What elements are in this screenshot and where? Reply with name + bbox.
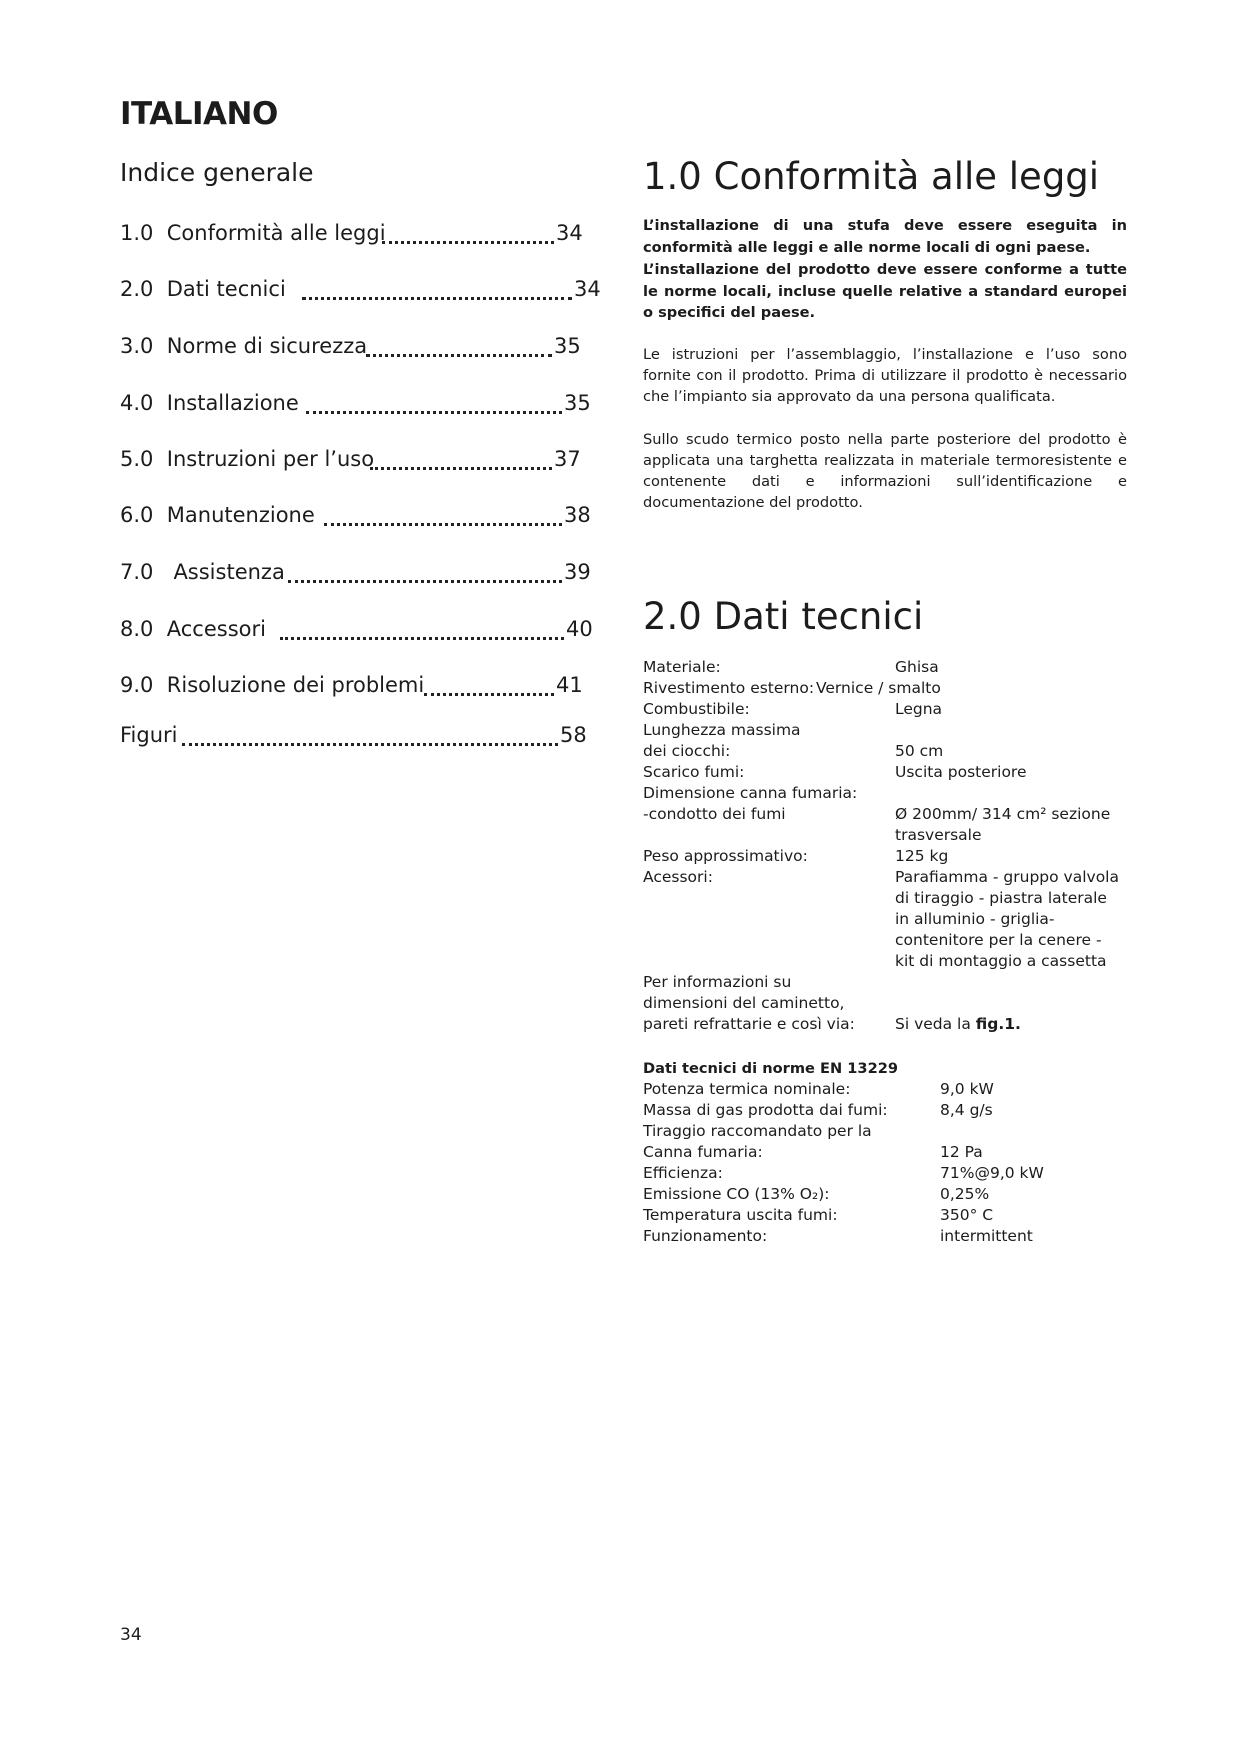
toc-item-label: Conformità alle leggi (166, 221, 386, 245)
toc-leader (302, 277, 572, 300)
section-2-title: 2.0 Dati tecnici (643, 595, 924, 638)
spec-key: Funzionamento: (643, 1227, 768, 1245)
page-number: 34 (120, 1625, 142, 1645)
toc-item-page: 41 (556, 673, 583, 697)
toc-item-num: 7.0 (120, 560, 154, 584)
toc-leader (382, 221, 554, 244)
spec-key: Materiale: (643, 658, 721, 676)
toc-item-num: 3.0 (120, 334, 154, 358)
en-spec-title: Dati tecnici di norme EN 13229 (643, 1060, 899, 1077)
toc-leader (182, 723, 558, 746)
toc-item-page: 40 (566, 617, 593, 641)
toc-leader (306, 391, 562, 414)
toc-item-label: Figuri (120, 723, 178, 747)
spec-value: 12 Pa (940, 1143, 983, 1161)
spec-value: Legna (895, 700, 943, 718)
spec-key: Lunghezza massima (643, 721, 801, 739)
spec-value: 50 cm (895, 742, 944, 760)
section-1-paragraph-2: Sullo scudo termico posto nella parte posteriore del prodotto è applicata una targhetta realizzata in materiale termoresistente e contenente dati e informazioni sull’identificazione e documentazione del prodotto. (643, 431, 1127, 511)
spec-key: Temperatura uscita fumi: (643, 1206, 838, 1224)
spec-key: Canna fumaria: (643, 1143, 763, 1161)
spec-key: Emissione CO (13% O₂): (643, 1185, 830, 1203)
spec-value (895, 1014, 1130, 1035)
section-1-bold-paragraph-1: L’installazione di una stufa deve essere eseguita in conformità alle leggi e alle norme locali di ogni paese. (643, 217, 1127, 256)
toc-item-page: 34 (574, 277, 601, 301)
toc-item-num: 2.0 (120, 277, 154, 301)
toc-item-page: 58 (560, 723, 587, 747)
toc-item-page: 35 (564, 391, 591, 415)
section-1-bold-paragraph-2: L’installazione del prodotto deve essere conforme a tutte le norme locali, incluse quelle relative a standard europei o specifici del paese. (643, 261, 1127, 321)
spec-value: 71%@9,0 kW (940, 1164, 1044, 1182)
toc-item-label: Assistenza (173, 560, 285, 584)
spec-key: Combustibile: (643, 700, 750, 718)
spec-key: Rivestimento esterno: (643, 679, 815, 697)
spec-key: dei ciocchi: (643, 742, 731, 760)
toc-item-label: Manutenzione (166, 503, 315, 527)
section-1-title: 1.0 Conformità alle leggi (643, 155, 1100, 198)
spec-key: -condotto dei fumi (643, 805, 786, 823)
spec-key: Acessori: (643, 868, 713, 886)
spec-value-text: Si veda la (895, 1015, 976, 1033)
spec-value: Ghisa (895, 658, 939, 676)
toc-leader (288, 560, 562, 583)
spec-value: Parafiamma - gruppo valvola di tiraggio - piastra laterale in alluminio - griglia-contenitore per la cenere - kit di montaggio a cassetta (895, 868, 1119, 970)
toc-leader (370, 447, 552, 470)
toc-item-page: 38 (564, 503, 591, 527)
toc-leader (324, 503, 562, 526)
spec-value: 8,4 g/s (940, 1101, 993, 1119)
toc-item-page: 39 (564, 560, 591, 584)
spec-value: Ø 200mm/ 314 cm² sezione trasversale (895, 805, 1111, 844)
toc-leader (424, 673, 554, 696)
toc-leader (280, 617, 564, 640)
spec-value: 350° C (940, 1206, 994, 1224)
spec-key: Tiraggio raccomandato per la (643, 1122, 872, 1140)
toc-item-num: 6.0 (120, 503, 154, 527)
spec-value: intermittent (940, 1227, 1033, 1245)
spec-key: Per informazioni su dimensioni del caminetto, pareti refrattarie e così via: (643, 973, 855, 1033)
spec-value: 0,25% (940, 1185, 990, 1203)
toc-leader (366, 334, 552, 357)
figure-ref: fig.1. (975, 1015, 1021, 1033)
spec-value: 9,0 kW (940, 1080, 994, 1098)
toc-title: Indice generale (120, 158, 314, 187)
toc-item-label: Accessori (166, 617, 266, 641)
toc-item-label: Norme di sicurezza (166, 334, 368, 358)
toc-item-num: 9.0 (120, 673, 154, 697)
spec-key: Peso approssimativo: (643, 847, 808, 865)
toc-item-page: 37 (554, 447, 581, 471)
spec-value: 125 kg (895, 847, 949, 865)
spec-key: Potenza termica nominale: (643, 1080, 851, 1098)
toc-item-num: 4.0 (120, 391, 154, 415)
spec-value: Vernice / smalto (816, 679, 941, 697)
toc-item-num: 8.0 (120, 617, 154, 641)
spec-key: Efficienza: (643, 1164, 723, 1182)
spec-value: Uscita posteriore (895, 763, 1027, 781)
toc-item-num: 5.0 (120, 447, 154, 471)
section-1-paragraph-1: Le istruzioni per l’assemblaggio, l’installazione e l’uso sono fornite con il prodotto. Prima di utilizzare il prodotto è necessario che l’impianto sia approvato da una persona qualificata. (643, 346, 1127, 405)
toc-item-label: Risoluzione dei problemi (166, 673, 425, 697)
spec-key: Massa di gas prodotta dai fumi: (643, 1101, 888, 1119)
toc-item-page: 34 (556, 221, 583, 245)
toc-item-label: Instruzioni per l’uso (166, 447, 375, 471)
toc-item-label: Dati tecnici (166, 277, 286, 301)
toc-item-page: 35 (554, 334, 581, 358)
toc-item-num: 1.0 (120, 221, 154, 245)
spec-key: Dimensione canna fumaria: (643, 784, 858, 802)
language-heading: ITALIANO (120, 96, 278, 132)
toc-item-label: Installazione (166, 391, 299, 415)
spec-key: Scarico fumi: (643, 763, 745, 781)
